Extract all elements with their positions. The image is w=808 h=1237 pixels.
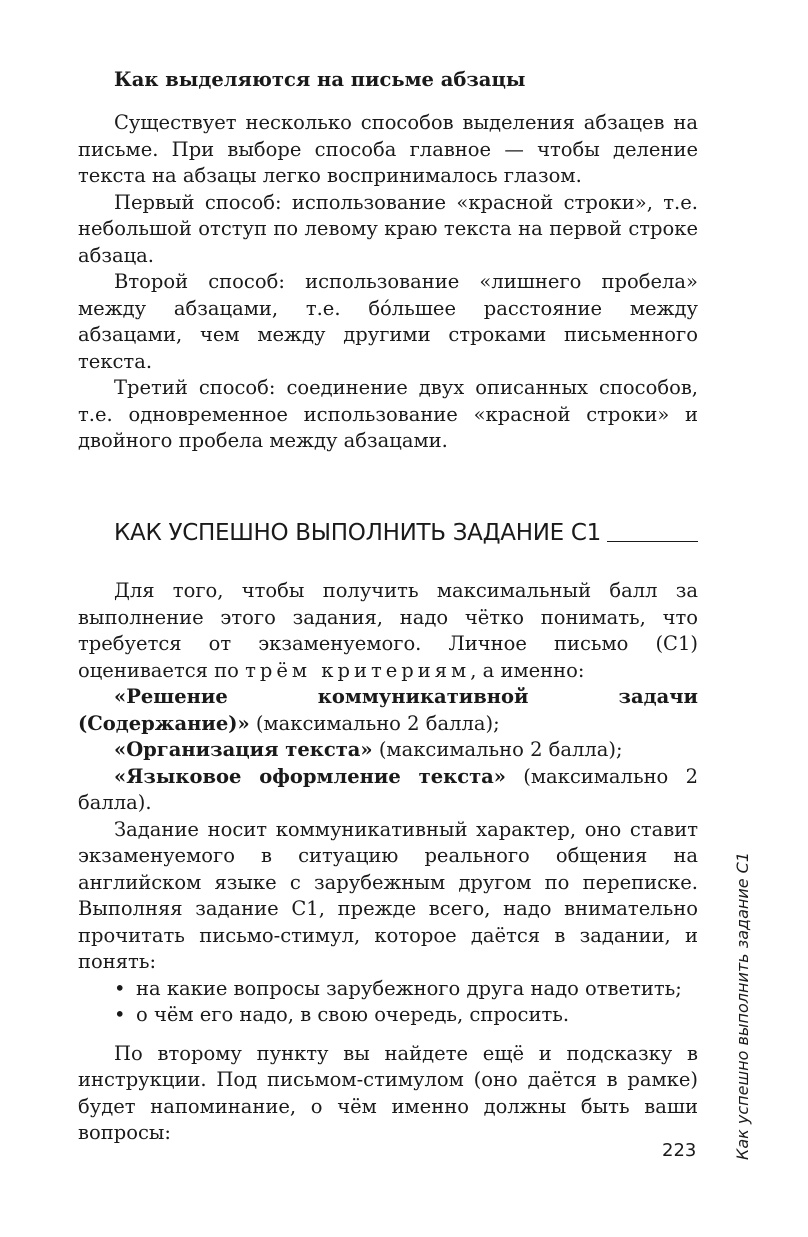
intro-paragraph <box>78 578 698 684</box>
criterion-name: «Решение коммуникативной задачи (Содержание)» <box>78 685 698 735</box>
chapter-title-text: КАК УСПЕШНО ВЫПОЛНИТЬ ЗАДАНИЕ С1 <box>114 520 601 546</box>
running-head-vertical <box>732 800 758 1160</box>
section-heading: Как выделяются на письме абзацы <box>114 68 526 91</box>
page-number: 223 <box>662 1140 697 1161</box>
chapter-body <box>78 578 698 1147</box>
title-rule <box>607 541 698 542</box>
paragraph: Существует несколько способов выделения абзацев на письме. При выборе способа главное — чтобы деление текста на абзацы легко воспринималось глазом. <box>78 111 698 187</box>
criterion <box>78 737 698 764</box>
list-item-text: на какие вопросы зарубежного друга надо ответить; <box>136 976 682 1000</box>
paragraph: Второй способ: использование «лишнего пробела» между абзацами, т.е. бо́льшее расстояние между абзацами, чем между другими строками письменного текста. <box>78 270 698 373</box>
criterion-note: (максимально 2 балла); <box>372 738 623 761</box>
criterion <box>78 764 698 817</box>
criterion-note: (максимально 2 балла); <box>249 711 500 735</box>
paragraph: Первый способ: использование «красной строки», т.е. небольшой отступ по левому краю текста на первой строке абзаца. <box>78 190 698 267</box>
list-item <box>78 976 698 1003</box>
criterion-name: «Языковое оформление текста» <box>114 764 506 788</box>
task-paragraph: Задание носит коммуникативный характер, оно ставит экзаменуемого в ситуацию реального общения на английском языке с зарубежным другом по переписке. Выполняя задание С1, прежде всего, надо внимательно прочитать письмо-стимул, которое даётся в задании, и понять: <box>78 817 698 973</box>
bullet-icon: • <box>114 976 126 1000</box>
criterion-name: «Организация текста» <box>114 738 373 761</box>
criterion <box>78 684 698 737</box>
intro-text: Для того, чтобы получить максимальный балл за выполнение этого задания, надо чётко понимать, что требуется от экзаменуемого. Личное письмо (С1) оценивается по <box>78 579 698 682</box>
list-item <box>78 1002 698 1029</box>
bullet-list <box>78 976 698 1029</box>
paragraph: Третий способ: соединение двух описанных способов, т.е. одновременное использование «красной строки» и двойного пробела между абзацами. <box>78 376 698 452</box>
spaced-emphasis: трём критериям <box>245 658 471 682</box>
section-body <box>78 110 698 455</box>
running-head-text: Как успешно выполнить задание С1 <box>733 851 752 1160</box>
chapter-title <box>114 520 698 546</box>
bullet-icon: • <box>114 1003 126 1026</box>
intro-text-end: , а именно: <box>470 658 585 682</box>
closing-paragraph: По второму пункту вы найдете ещё и подсказку в инструкции. Под письмом-стимулом (оно даётся в рамке) будет напоминание, о чём именно должны быть ваши вопросы: <box>78 1041 698 1144</box>
list-item-text: о чём его надо, в свою очередь, спросить. <box>136 1003 570 1026</box>
criterion-note: (максимально 2 балла). <box>78 764 698 814</box>
